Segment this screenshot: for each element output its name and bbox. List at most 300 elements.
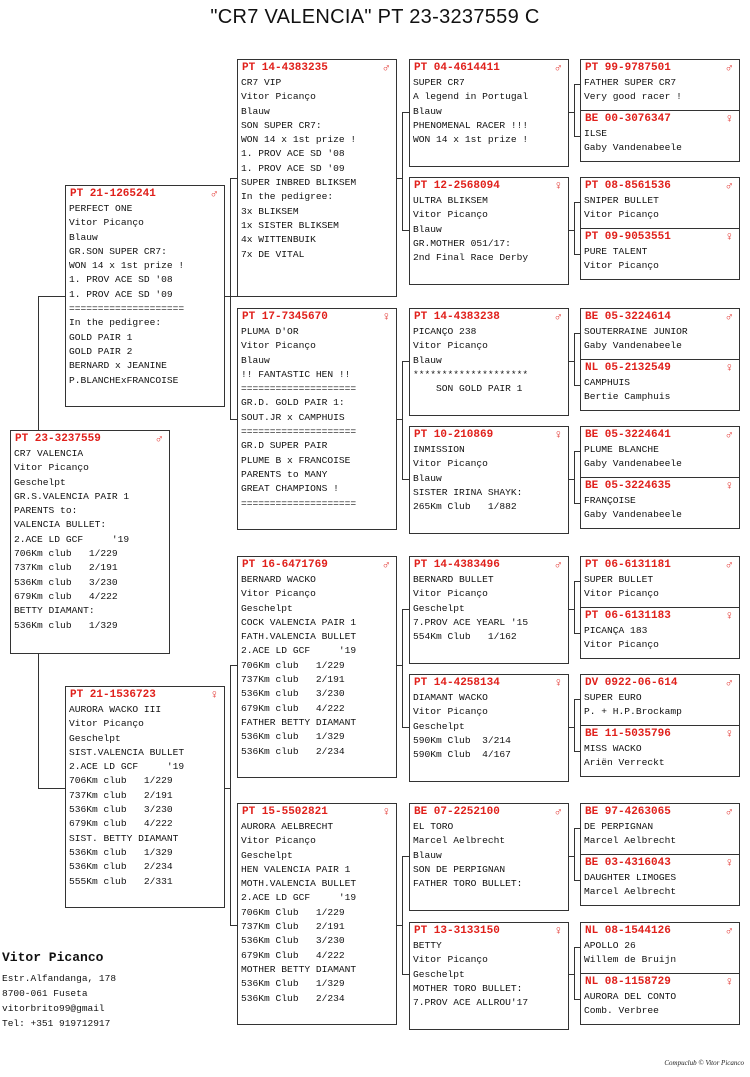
connector-line [402, 856, 409, 857]
card-line: Ariën Verreckt [584, 757, 665, 769]
card-line: ==================== [241, 383, 357, 395]
card-line: BERNARD WACKO [241, 574, 316, 585]
owner-email: vitorbrito99@gmail [2, 1003, 105, 1014]
card-line: MISS WACKO [584, 743, 642, 754]
card-line: Marcel Aelbrecht [584, 886, 677, 898]
pigeon-card [580, 59, 740, 111]
connector-line [574, 947, 580, 948]
card-line: GR.MOTHER 051/17: [413, 237, 511, 249]
card-line: PHENOMENAL RACER !!! [413, 119, 529, 131]
card-header [238, 60, 396, 76]
card-line: GR.D SUPER PAIR [241, 440, 328, 452]
card-line: SIST.VALENCIA BULLET [69, 746, 185, 758]
pigeon-card [409, 308, 569, 416]
card-line: SIST. BETTY DIAMANT [69, 832, 179, 844]
card-line: Blauw [69, 231, 98, 243]
card-line: GR.D. GOLD PAIR 1: [241, 397, 345, 409]
card-header [238, 557, 396, 573]
card-header [410, 309, 568, 325]
card-line: GREAT CHAMPIONS ! [241, 483, 339, 495]
male-icon: ♂ [725, 924, 733, 938]
card-line: MOTHER TORO BULLET: [413, 982, 523, 994]
card-line: 706Km Club 1/229 [241, 906, 345, 918]
card-header [581, 608, 739, 624]
connector-line [402, 479, 409, 480]
card-header [581, 923, 739, 939]
card-line: HEN VALENCIA PAIR 1 [241, 863, 351, 875]
card-line: 4x WITTENBUIK [241, 234, 316, 246]
connector-line [569, 609, 574, 610]
card-line: Vitor Picanço [241, 340, 316, 352]
card-header [66, 186, 224, 202]
card-line: 590Km Club 3/214 [413, 734, 511, 746]
card-line: PERFECT ONE [69, 203, 133, 214]
card-line: BERNARD x JEANINE [69, 360, 167, 372]
pigeon-card [580, 477, 740, 529]
card-line: Blauw [413, 472, 442, 484]
female-icon: ♀ [725, 361, 733, 375]
card-line: GR.SON SUPER CR7: [69, 245, 167, 257]
ring-number: NL 08-1544126 [585, 925, 671, 937]
card-line: 7.PROV ACE ALLROU'17 [413, 997, 529, 1009]
card-line: SNIPER BULLET [584, 195, 659, 206]
pigeon-card [580, 973, 740, 1025]
ring-number: PT 21-1265241 [70, 188, 156, 200]
connector-line [574, 333, 580, 334]
card-line: Willem de Bruijn [584, 954, 677, 966]
card-line: Vitor Picanço [241, 91, 316, 103]
ring-number: PT 16-6471769 [242, 559, 328, 571]
card-line: Comb. Verbree [584, 1005, 659, 1017]
female-icon: ♀ [382, 310, 390, 324]
ring-number: PT 14-4383235 [242, 62, 328, 74]
card-line: MOTH.VALENCIA BULLET [241, 878, 357, 890]
pigeon-card [409, 426, 569, 534]
connector-line [402, 112, 409, 113]
card-line: 536Km club 3/230 [69, 804, 173, 816]
pigeon-card [580, 607, 740, 659]
ring-number: PT 23-3237559 [15, 433, 101, 445]
card-line: In the pedigree: [69, 317, 162, 329]
ring-number: PT 14-4258134 [414, 677, 500, 689]
card-line: PLUME B x FRANCOISE [241, 454, 351, 466]
card-line: MOTHER BETTY DIAMANT [241, 963, 357, 975]
card-header [581, 360, 739, 376]
page-title: "CR7 VALENCIA" PT 23-3237559 C [210, 6, 540, 28]
card-line: 1x SISTER BLIKSEM [241, 219, 339, 231]
pigeon-card [580, 110, 740, 162]
card-header [410, 923, 568, 939]
card-line: Blauw [413, 223, 442, 235]
card-header [238, 804, 396, 820]
ring-number: NL 05-2132549 [585, 362, 671, 374]
pigeon-card [580, 177, 740, 229]
card-line: EL TORO [413, 821, 454, 832]
connector-line [574, 581, 575, 633]
card-line: 536Km club 1/329 [14, 619, 118, 631]
card-header [581, 111, 739, 127]
card-line: GOLD PAIR 1 [69, 331, 133, 343]
connector-line [569, 479, 574, 480]
card-line: DIAMANT WACKO [413, 692, 488, 703]
connector-line [574, 333, 575, 385]
female-icon: ♀ [554, 924, 562, 938]
pigeon-card [409, 922, 569, 1030]
card-line: SON SUPER CR7: [241, 119, 322, 131]
ring-number: BE 05-3224641 [585, 429, 671, 441]
ring-number: PT 12-2568094 [414, 180, 500, 192]
card-line: SUPER EURO [584, 692, 642, 703]
connector-line [574, 699, 575, 751]
card-line: Vitor Picanço [584, 588, 659, 600]
card-line: INMISSION [413, 444, 465, 455]
connector-line [569, 974, 574, 975]
connector-line [569, 856, 574, 857]
card-line: Blauw [413, 105, 442, 117]
connector-line [230, 178, 231, 296]
connector-line [230, 296, 231, 419]
card-line: 536Km club 1/329 [69, 846, 173, 858]
card-line: Vitor Picanço [584, 639, 659, 651]
card-line: SUPER CR7 [413, 77, 465, 88]
card-line: Gaby Vandenabeele [584, 458, 682, 470]
card-line: 2.ACE LD GCF '19 [14, 533, 130, 545]
male-icon: ♂ [554, 310, 562, 324]
pigeon-card [580, 228, 740, 280]
ring-number: BE 05-3224635 [585, 480, 671, 492]
connector-line [402, 361, 409, 362]
card-line: CR7 VALENCIA [14, 448, 84, 459]
female-icon: ♀ [725, 230, 733, 244]
connector-line [574, 699, 580, 700]
card-line: Geschelpt [241, 849, 293, 861]
card-line: P.BLANCHExFRANCOISE [69, 374, 179, 386]
card-line: PICANÇO 238 [413, 326, 477, 337]
card-line: FATHER BETTY DIAMANT [241, 716, 357, 728]
card-line: BERNARD BULLET [413, 574, 494, 585]
card-line: 536Km Club 3/230 [241, 935, 345, 947]
owner-phone: Tel: +351 919712917 [2, 1018, 111, 1029]
card-line: Geschelpt [14, 476, 66, 488]
connector-line [574, 947, 575, 999]
connector-line [574, 254, 580, 255]
female-icon: ♀ [725, 609, 733, 623]
pigeon-card [580, 308, 740, 360]
ring-number: BE 97-4263065 [585, 806, 671, 818]
card-header [410, 427, 568, 443]
card-line: Bertie Camphuis [584, 391, 671, 403]
card-line: Vitor Picanço [413, 209, 488, 221]
female-icon: ♀ [725, 727, 733, 741]
connector-line [574, 828, 580, 829]
connector-line [574, 828, 575, 880]
card-line: Vitor Picanço [413, 588, 488, 600]
connector-line [225, 788, 230, 789]
card-line: 536Km club 3/230 [14, 576, 118, 588]
connector-line [230, 296, 237, 297]
card-line: Geschelpt [69, 732, 121, 744]
card-line: A legend in Portugal [413, 91, 529, 103]
card-line: CAMPHUIS [584, 377, 631, 388]
owner-name: Vitor Picanco [2, 950, 104, 965]
ring-number: PT 09-9053551 [585, 231, 671, 243]
connector-line [38, 788, 65, 789]
female-icon: ♀ [554, 676, 562, 690]
card-line: 1. PROV ACE SD '08 [241, 148, 345, 160]
card-header [581, 60, 739, 76]
ring-number: NL 08-1158729 [585, 976, 671, 988]
connector-line [402, 112, 403, 230]
card-line: PLUME BLANCHE [584, 444, 659, 455]
ring-number: BE 11-5035796 [585, 728, 671, 740]
card-line: GOLD PAIR 2 [69, 345, 133, 357]
card-line: 1. PROV ACE SD '09 [241, 162, 345, 174]
pigeon-card [409, 59, 569, 167]
pigeon-card [580, 359, 740, 411]
card-line: 536Km Club 1/329 [241, 978, 345, 990]
card-line: WON 14 x 1st prize ! [241, 134, 357, 146]
male-icon: ♂ [554, 61, 562, 75]
card-line: PARENTS to MANY [241, 468, 328, 480]
card-line: Geschelpt [413, 602, 465, 614]
male-icon: ♂ [554, 558, 562, 572]
card-line: In the pedigree: [241, 191, 334, 203]
card-header [410, 675, 568, 691]
card-line: 536Km club 1/329 [241, 731, 345, 743]
card-line: 555Km club 2/331 [69, 875, 173, 887]
ring-number: BE 07-2252100 [414, 806, 500, 818]
female-icon: ♀ [725, 112, 733, 126]
card-line: Vitor Picanço [413, 458, 488, 470]
card-header [581, 726, 739, 742]
card-line: BETTY DIAMANT: [14, 605, 95, 617]
card-line: !! FANTASTIC HEN !! [241, 368, 351, 380]
card-line: 737Km club 2/191 [241, 674, 345, 686]
connector-line [569, 727, 574, 728]
connector-line [402, 230, 409, 231]
owner-address: Estr.Alfandanga, 178 [2, 973, 117, 984]
card-header [66, 687, 224, 703]
card-header [581, 974, 739, 990]
female-icon: ♀ [725, 479, 733, 493]
card-line: FATH.VALENCIA BULLET [241, 631, 357, 643]
pigeon-card [237, 556, 397, 778]
connector-line [38, 296, 39, 430]
card-line: 737Km club 2/191 [14, 562, 118, 574]
card-line: PLUMA D'OR [241, 326, 299, 337]
card-line: ==================== [241, 497, 357, 509]
pigeon-card [409, 674, 569, 782]
connector-line [38, 296, 65, 297]
card-line: Blauw [241, 105, 270, 117]
card-line: 7.PROV ACE YEARL '15 [413, 616, 529, 628]
female-icon: ♀ [725, 975, 733, 989]
male-icon: ♂ [382, 61, 390, 75]
connector-line [574, 202, 575, 254]
female-icon: ♀ [210, 688, 218, 702]
card-line: Vitor Picanço [69, 718, 144, 730]
card-line: P. + H.P.Brockamp [584, 706, 682, 718]
card-line: Gaby Vandenabeele [584, 340, 682, 352]
card-header [581, 478, 739, 494]
female-icon: ♀ [554, 179, 562, 193]
connector-line [402, 609, 409, 610]
card-line: 706Km club 1/229 [14, 548, 118, 560]
connector-line [230, 925, 237, 926]
card-line: GR.S.VALENCIA PAIR 1 [14, 490, 130, 502]
connector-line [574, 880, 580, 881]
connector-line [574, 999, 580, 1000]
pigeon-card [237, 803, 397, 1025]
card-line: ILSE [584, 128, 608, 139]
connector-line [569, 361, 574, 362]
card-header [581, 804, 739, 820]
pigeon-card [580, 854, 740, 906]
female-icon: ♀ [554, 428, 562, 442]
ring-number: BE 03-4316043 [585, 857, 671, 869]
connector-line [230, 665, 231, 925]
card-line: PICANÇA 183 [584, 625, 648, 636]
card-line: 3x BLIKSEM [241, 205, 299, 217]
card-line: 536Km club 2/234 [241, 745, 345, 757]
pigeon-card [65, 686, 225, 908]
ring-number: PT 08-8561536 [585, 180, 671, 192]
card-line: SON GOLD PAIR 1 [413, 383, 523, 395]
card-line: Vitor Picanço [241, 588, 316, 600]
connector-line [230, 419, 237, 420]
connector-line [38, 654, 39, 788]
connector-line [574, 451, 575, 503]
pigeon-card [580, 922, 740, 974]
ring-number: PT 17-7345670 [242, 311, 328, 323]
card-line: 536Km club 2/234 [69, 861, 173, 873]
card-line: 2nd Final Race Derby [413, 252, 529, 264]
card-line: 7x DE VITAL [241, 248, 305, 260]
card-header [11, 431, 169, 447]
connector-line [569, 230, 574, 231]
card-line: WON 14 x 1st prize ! [413, 134, 529, 146]
card-line: SOUTERRAINE JUNIOR [584, 326, 688, 337]
card-line: ==================== [69, 303, 185, 315]
connector-line [574, 385, 580, 386]
connector-line [574, 202, 580, 203]
card-header [410, 178, 568, 194]
ring-number: BE 00-3076347 [585, 113, 671, 125]
card-header [581, 427, 739, 443]
card-line: SUPER BULLET [584, 574, 654, 585]
connector-line [574, 751, 580, 752]
card-header [581, 229, 739, 245]
card-header [581, 309, 739, 325]
card-header [410, 804, 568, 820]
card-line: Geschelpt [413, 968, 465, 980]
card-line: 679Km club 4/222 [14, 590, 118, 602]
card-line: 1. PROV ACE SD '08 [69, 274, 173, 286]
connector-line [402, 609, 403, 727]
ring-number: PT 06-6131183 [585, 610, 671, 622]
card-header [410, 60, 568, 76]
card-line: 706Km club 1/229 [69, 775, 173, 787]
card-line: SON DE PERPIGNAN [413, 863, 506, 875]
card-line: Vitor Picanço [69, 217, 144, 229]
card-line: Vitor Picanço [413, 340, 488, 352]
pigeon-card [580, 725, 740, 777]
card-line: Vitor Picanço [241, 835, 316, 847]
card-line: COCK VALENCIA PAIR 1 [241, 616, 357, 628]
ring-number: BE 05-3224614 [585, 311, 671, 323]
connector-line [574, 581, 580, 582]
card-line: Marcel Aelbrecht [413, 835, 506, 847]
card-line: 706Km club 1/229 [241, 659, 345, 671]
pigeon-card [580, 674, 740, 726]
card-line: PARENTS to: [14, 505, 78, 517]
card-line: 265Km Club 1/882 [413, 501, 517, 513]
connector-line [402, 361, 403, 479]
card-line: 2.ACE LD GCF '19 [241, 892, 357, 904]
card-line: 536Km club 3/230 [241, 688, 345, 700]
card-line: 554Km Club 1/162 [413, 631, 517, 643]
connector-line [402, 856, 403, 974]
female-icon: ♀ [382, 805, 390, 819]
card-line: Gaby Vandenabeele [584, 142, 682, 154]
connector-line [230, 665, 237, 666]
card-line: Vitor Picanço [584, 209, 659, 221]
card-line: 737Km Club 2/191 [241, 921, 345, 933]
card-line: DAUGHTER LIMOGES [584, 872, 677, 883]
connector-line [397, 419, 402, 420]
male-icon: ♂ [155, 432, 163, 446]
ring-number: PT 15-5502821 [242, 806, 328, 818]
ring-number: PT 14-4383496 [414, 559, 500, 571]
card-line: Vitor Picanço [14, 462, 89, 474]
card-line: 679Km club 4/222 [69, 818, 173, 830]
connector-line [574, 633, 580, 634]
card-line: SISTER IRINA SHAYK: [413, 486, 523, 498]
card-header [238, 309, 396, 325]
connector-line [574, 451, 580, 452]
ring-number: PT 99-9787501 [585, 62, 671, 74]
pigeon-card [237, 308, 397, 530]
card-header [581, 557, 739, 573]
ring-number: PT 13-3133150 [414, 925, 500, 937]
pigeon-card [580, 803, 740, 855]
ring-number: PT 21-1536723 [70, 689, 156, 701]
card-line: SOUT.JR x CAMPHUIS [241, 411, 345, 423]
card-line: VALENCIA BULLET: [14, 519, 107, 531]
female-icon: ♀ [725, 856, 733, 870]
connector-line [397, 665, 402, 666]
card-line: APOLLO 26 [584, 940, 636, 951]
card-header [581, 675, 739, 691]
male-icon: ♂ [725, 428, 733, 442]
card-line: 590Km Club 4/167 [413, 749, 511, 761]
card-line: Blauw [413, 354, 442, 366]
card-line: Vitor Picanço [413, 954, 488, 966]
owner-block [2, 950, 232, 1031]
pigeon-card [409, 803, 569, 911]
ring-number: PT 06-6131181 [585, 559, 671, 571]
ring-number: DV 0922-06-614 [585, 677, 678, 689]
connector-line [569, 112, 574, 113]
card-line: 1. PROV ACE SD '09 [69, 288, 173, 300]
ring-number: PT 10-210869 [414, 429, 494, 441]
card-header [410, 557, 568, 573]
card-line: 2.ACE LD GCF '19 [241, 645, 357, 657]
male-icon: ♂ [210, 187, 218, 201]
card-line: Geschelpt [413, 720, 465, 732]
card-line: AURORA WACKO III [69, 704, 162, 715]
card-line: AURORA AELBRECHT [241, 821, 334, 832]
